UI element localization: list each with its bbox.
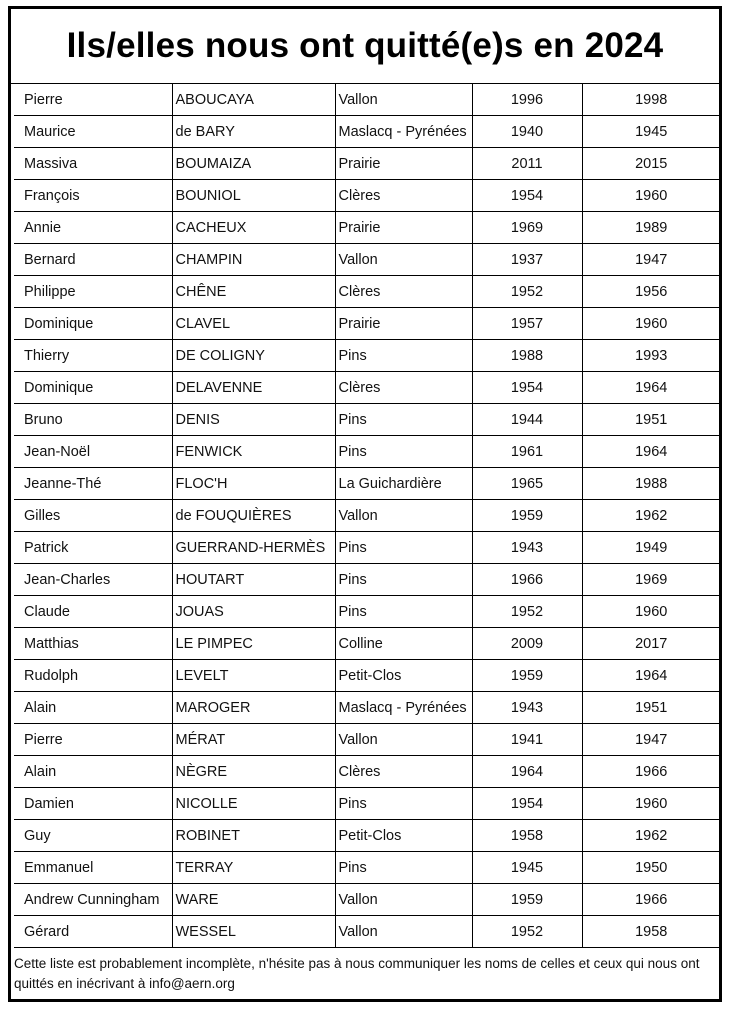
last-name-cell: de FOUQUIÈRES <box>172 500 335 532</box>
first-name-cell: Matthias <box>14 628 172 660</box>
year-to-cell: 1964 <box>582 372 720 404</box>
year-to-cell: 1962 <box>582 500 720 532</box>
year-from-cell: 1961 <box>472 436 582 468</box>
document-title: Ils/elles nous ont quitté(e)s en 2024 <box>66 26 664 65</box>
first-name-cell: Maurice <box>14 116 172 148</box>
table-row <box>14 596 720 628</box>
year-from-cell: 1965 <box>472 468 582 500</box>
year-from-cell: 1966 <box>472 564 582 596</box>
year-to-cell: 1960 <box>582 596 720 628</box>
table-row <box>14 180 720 212</box>
place-cell: Vallon <box>335 916 472 948</box>
year-to-cell: 2015 <box>582 148 720 180</box>
place-cell: Petit-Clos <box>335 660 472 692</box>
year-to-cell: 1966 <box>582 884 720 916</box>
year-to-cell: 1988 <box>582 468 720 500</box>
first-name-cell: Jeanne-Thé <box>14 468 172 500</box>
year-from-cell: 1996 <box>472 84 582 116</box>
last-name-cell: WESSEL <box>172 916 335 948</box>
year-to-cell: 1958 <box>582 916 720 948</box>
first-name-cell: Dominique <box>14 308 172 340</box>
last-name-cell: CHAMPIN <box>172 244 335 276</box>
table-row <box>14 212 720 244</box>
year-to-cell: 1962 <box>582 820 720 852</box>
last-name-cell: DELAVENNE <box>172 372 335 404</box>
year-from-cell: 1937 <box>472 244 582 276</box>
place-cell: Vallon <box>335 884 472 916</box>
last-name-cell: NICOLLE <box>172 788 335 820</box>
year-from-cell: 1954 <box>472 372 582 404</box>
year-from-cell: 1952 <box>472 916 582 948</box>
place-cell: Prairie <box>335 212 472 244</box>
year-to-cell: 1960 <box>582 308 720 340</box>
last-name-cell: CACHEUX <box>172 212 335 244</box>
year-to-cell: 1956 <box>582 276 720 308</box>
last-name-cell: LEVELT <box>172 660 335 692</box>
last-name-cell: BOUMAIZA <box>172 148 335 180</box>
place-cell: Petit-Clos <box>335 820 472 852</box>
last-name-cell: ROBINET <box>172 820 335 852</box>
first-name-cell: Philippe <box>14 276 172 308</box>
first-name-cell: Bruno <box>14 404 172 436</box>
year-from-cell: 1954 <box>472 180 582 212</box>
place-cell: Prairie <box>335 148 472 180</box>
place-cell: Vallon <box>335 724 472 756</box>
first-name-cell: Emmanuel <box>14 852 172 884</box>
place-cell: Prairie <box>335 308 472 340</box>
place-cell: Pins <box>335 404 472 436</box>
place-cell: Pins <box>335 852 472 884</box>
place-cell: Clères <box>335 372 472 404</box>
first-name-cell: Claude <box>14 596 172 628</box>
year-to-cell: 1993 <box>582 340 720 372</box>
roster-table-body <box>14 84 720 948</box>
last-name-cell: FENWICK <box>172 436 335 468</box>
table-row <box>14 340 720 372</box>
year-to-cell: 1964 <box>582 436 720 468</box>
place-cell: Vallon <box>335 500 472 532</box>
year-from-cell: 1988 <box>472 340 582 372</box>
year-to-cell: 1964 <box>582 660 720 692</box>
year-to-cell: 1951 <box>582 692 720 724</box>
table-row <box>14 916 720 948</box>
first-name-cell: Alain <box>14 692 172 724</box>
last-name-cell: ABOUCAYA <box>172 84 335 116</box>
year-to-cell: 1966 <box>582 756 720 788</box>
first-name-cell: Gérard <box>14 916 172 948</box>
first-name-cell: Jean-Charles <box>14 564 172 596</box>
place-cell: Pins <box>335 532 472 564</box>
first-name-cell: Andrew Cunningham <box>14 884 172 916</box>
table-row <box>14 660 720 692</box>
first-name-cell: Thierry <box>14 340 172 372</box>
year-to-cell: 1960 <box>582 788 720 820</box>
table-row <box>14 436 720 468</box>
place-cell: Colline <box>335 628 472 660</box>
year-from-cell: 1940 <box>472 116 582 148</box>
first-name-cell: Patrick <box>14 532 172 564</box>
year-from-cell: 1954 <box>472 788 582 820</box>
last-name-cell: LE PIMPEC <box>172 628 335 660</box>
place-cell: La Guichardière <box>335 468 472 500</box>
year-from-cell: 2011 <box>472 148 582 180</box>
table-row <box>14 468 720 500</box>
year-from-cell: 1952 <box>472 276 582 308</box>
table-row <box>14 756 720 788</box>
table-row <box>14 628 720 660</box>
first-name-cell: Gilles <box>14 500 172 532</box>
last-name-cell: DENIS <box>172 404 335 436</box>
year-from-cell: 1957 <box>472 308 582 340</box>
last-name-cell: HOUTART <box>172 564 335 596</box>
last-name-cell: DE COLIGNY <box>172 340 335 372</box>
place-cell: Pins <box>335 596 472 628</box>
first-name-cell: Alain <box>14 756 172 788</box>
first-name-cell: François <box>14 180 172 212</box>
last-name-cell: WARE <box>172 884 335 916</box>
table-row <box>14 532 720 564</box>
first-name-cell: Pierre <box>14 84 172 116</box>
table-row <box>14 84 720 116</box>
first-name-cell: Bernard <box>14 244 172 276</box>
year-from-cell: 2009 <box>472 628 582 660</box>
last-name-cell: NÈGRE <box>172 756 335 788</box>
year-from-cell: 1969 <box>472 212 582 244</box>
year-from-cell: 1943 <box>472 692 582 724</box>
first-name-cell: Massiva <box>14 148 172 180</box>
year-from-cell: 1941 <box>472 724 582 756</box>
first-name-cell: Dominique <box>14 372 172 404</box>
year-to-cell: 1947 <box>582 724 720 756</box>
year-from-cell: 1959 <box>472 884 582 916</box>
table-row <box>14 564 720 596</box>
table-row <box>14 884 720 916</box>
last-name-cell: CLAVEL <box>172 308 335 340</box>
year-to-cell: 2017 <box>582 628 720 660</box>
place-cell: Pins <box>335 436 472 468</box>
first-name-cell: Annie <box>14 212 172 244</box>
table-row <box>14 500 720 532</box>
year-to-cell: 1998 <box>582 84 720 116</box>
year-from-cell: 1945 <box>472 852 582 884</box>
table-row <box>14 308 720 340</box>
place-cell: Clères <box>335 276 472 308</box>
roster-table <box>14 84 720 948</box>
first-name-cell: Damien <box>14 788 172 820</box>
year-to-cell: 1949 <box>582 532 720 564</box>
place-cell: Pins <box>335 340 472 372</box>
first-name-cell: Rudolph <box>14 660 172 692</box>
table-row <box>14 116 720 148</box>
table-row <box>14 276 720 308</box>
year-to-cell: 1951 <box>582 404 720 436</box>
table-row <box>14 404 720 436</box>
year-from-cell: 1959 <box>472 660 582 692</box>
year-to-cell: 1950 <box>582 852 720 884</box>
first-name-cell: Guy <box>14 820 172 852</box>
year-to-cell: 1945 <box>582 116 720 148</box>
last-name-cell: TERRAY <box>172 852 335 884</box>
table-row <box>14 148 720 180</box>
place-cell: Pins <box>335 788 472 820</box>
year-from-cell: 1944 <box>472 404 582 436</box>
year-from-cell: 1959 <box>472 500 582 532</box>
year-to-cell: 1960 <box>582 180 720 212</box>
last-name-cell: MAROGER <box>172 692 335 724</box>
place-cell: Clères <box>335 180 472 212</box>
place-cell: Vallon <box>335 84 472 116</box>
year-to-cell: 1989 <box>582 212 720 244</box>
table-row <box>14 244 720 276</box>
place-cell: Maslacq - Pyrénées <box>335 116 472 148</box>
footnote: Cette liste est probablement incomplète, n'hésite pas à nous communiquer les noms de celles et ceux qui nous ont quittés en inécrivant à info@aern.org <box>14 956 700 991</box>
year-from-cell: 1958 <box>472 820 582 852</box>
place-cell: Clères <box>335 756 472 788</box>
year-from-cell: 1952 <box>472 596 582 628</box>
year-to-cell: 1947 <box>582 244 720 276</box>
year-to-cell: 1969 <box>582 564 720 596</box>
document-frame <box>8 6 722 1002</box>
year-from-cell: 1943 <box>472 532 582 564</box>
table-row <box>14 692 720 724</box>
place-cell: Maslacq - Pyrénées <box>335 692 472 724</box>
last-name-cell: de BARY <box>172 116 335 148</box>
table-row <box>14 788 720 820</box>
first-name-cell: Pierre <box>14 724 172 756</box>
last-name-cell: GUERRAND-HERMÈS <box>172 532 335 564</box>
last-name-cell: JOUAS <box>172 596 335 628</box>
last-name-cell: FLOC'H <box>172 468 335 500</box>
place-cell: Pins <box>335 564 472 596</box>
last-name-cell: BOUNIOL <box>172 180 335 212</box>
first-name-cell: Jean-Noël <box>14 436 172 468</box>
last-name-cell: MÉRAT <box>172 724 335 756</box>
year-from-cell: 1964 <box>472 756 582 788</box>
place-cell: Vallon <box>335 244 472 276</box>
table-row <box>14 820 720 852</box>
last-name-cell: CHÊNE <box>172 276 335 308</box>
table-row <box>14 852 720 884</box>
table-row <box>14 724 720 756</box>
table-row <box>14 372 720 404</box>
